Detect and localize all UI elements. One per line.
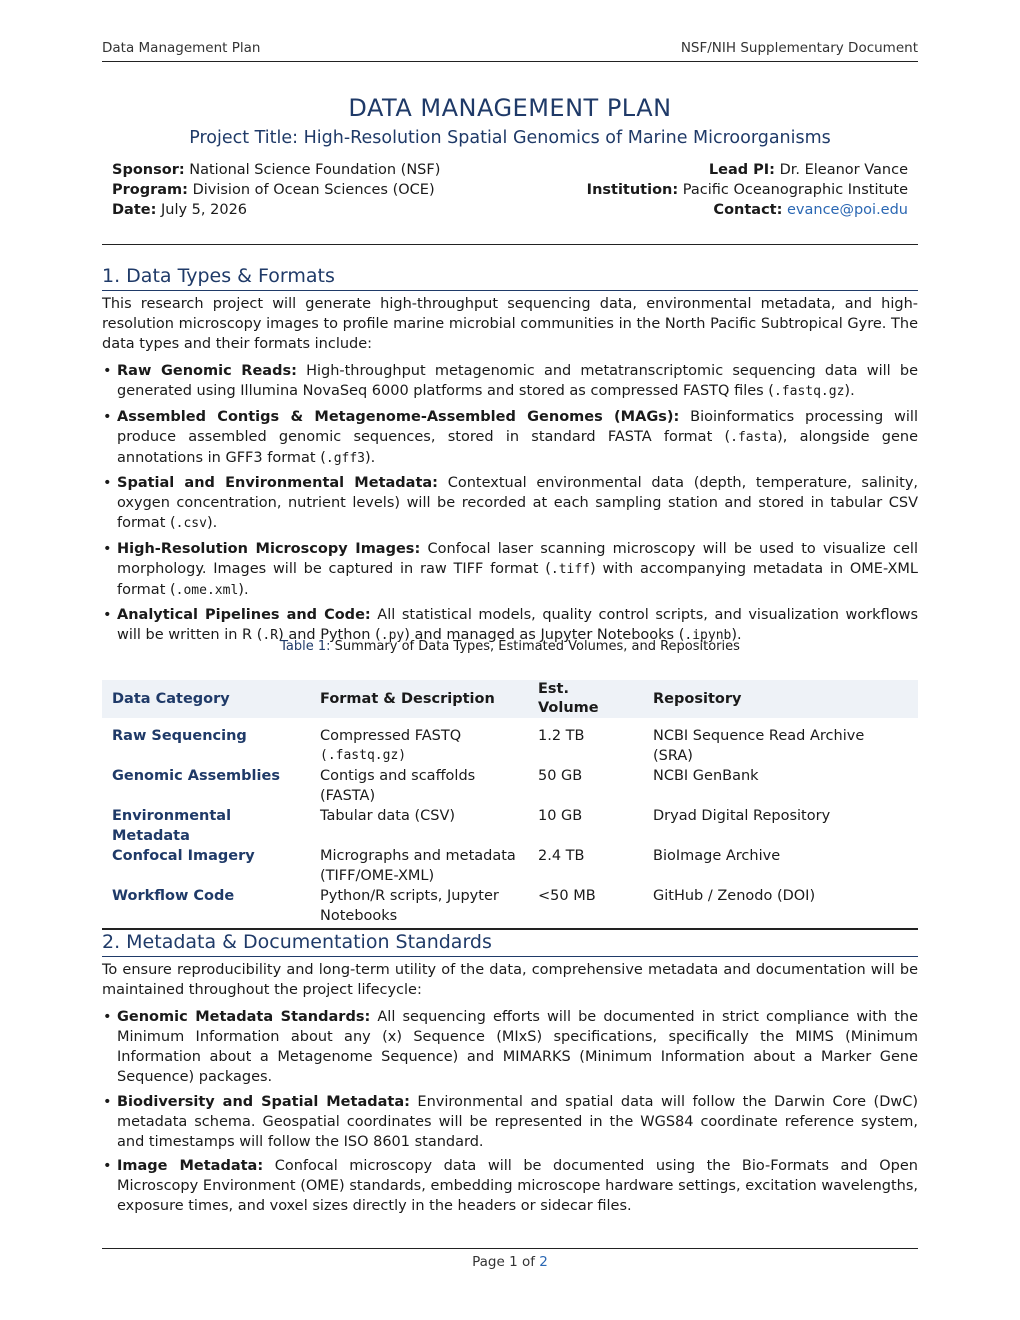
file-extension: .ipynb [684,628,732,643]
format-line: Tabular data (CSV) [320,808,456,824]
file-extension: .gff3 [325,450,366,466]
column-header: Est. Volume [538,681,599,716]
sponsor-info [112,160,440,220]
format-line: Python/R scripts, Jupyter [320,888,499,904]
meta-label: Program: [112,182,188,198]
project-title: Project Title: High-Resolution Spatial Genomics of Marine Microorganisms [189,128,831,148]
section-2-list [102,1007,918,1221]
data-category-cell: Workflow Code [112,888,235,904]
format-cell [310,718,528,766]
format-line: Notebooks [320,908,398,924]
format-line: Contigs and scaffolds [320,768,476,784]
volume-cell: 2.4 TB [538,848,585,864]
bullet-label: Raw Genomic Reads: [117,363,297,379]
column-header: Data Category [112,690,230,707]
repository-cell: NCBI Sequence Read Archive (SRA) [653,728,865,764]
pi-info [587,160,908,220]
meta-value: Division of Ocean Sciences (OCE) [192,182,435,198]
page-number-prefix: Page 1 of [472,1254,535,1270]
section-1-heading: 1. Data Types & Formats [102,264,918,291]
file-extension: .fastq.gz [773,384,845,399]
data-category-cell: Raw Sequencing [112,728,247,744]
column-header: Format & Description [320,690,495,707]
format-cell [310,766,528,806]
sponsor-line [112,160,440,180]
bullet-text: ) and Python ( [278,627,381,643]
repository-cell: NCBI GenBank [653,768,759,784]
format-line: Compressed FASTQ [320,728,462,744]
format-cell [310,886,528,929]
list-item [102,407,918,469]
data-category-cell: Genomic Assemblies [112,768,280,784]
table-caption-label: Table 1: [280,639,331,654]
bullet-label: Spatial and Environmental Metadata: [117,475,438,491]
list-item [102,361,918,402]
contact-line [587,200,908,220]
bullet-text: ) and managed as Jupyter Notebooks ( [404,627,685,643]
file-extension: .fasta [730,429,778,445]
bullet-label: High-Resolution Microscopy Images: [117,540,421,557]
section-1-intro: This research project will generate high-throughput sequencing data, environmental metadata, and high-resolution microscopy images to profile marine microbial communities in the North Pacific Subtropical Gyre. The data types and their formats include: [102,296,918,352]
format-line: (FASTA) [320,788,376,804]
format-line: (.fastq.gz) [320,748,407,763]
list-item [102,1092,918,1152]
bullet-text: ). [844,383,855,399]
page-number [102,1254,918,1270]
format-line: Micrographs and metadata [320,848,516,864]
table-caption-text: Summary of Data Types, Estimated Volumes, and Repositories [334,639,740,654]
bullet-text: ). [206,515,218,531]
meta-value: Dr. Eleanor Vance [779,162,908,178]
section-2-intro: To ensure reproducibility and long-term utility of the data, comprehensive metadata and documentation will be maintained throughout the project lifecycle: [102,962,918,998]
data-summary-table [102,680,918,930]
running-header-left: Data Management Plan [102,40,261,56]
column-header: Repository [653,690,742,707]
table-row [102,846,918,886]
document-title: DATA MANAGEMENT PLAN [348,94,672,122]
bullet-text: Bioinformatics processing will produce assembled genomic sequences, stored in standard FASTA format ( [117,408,918,445]
repository-cell: BioImage Archive [653,848,781,864]
date-line [112,200,440,220]
table-caption [102,639,918,654]
meta-label: Contact: [713,202,783,218]
running-header-right: NSF/NIH Supplementary Document [680,40,918,56]
meta-label: Sponsor: [112,162,185,178]
volume-cell: 10 GB [538,808,583,824]
bullet-text: ) with accompanying metadata in OME-XML format ( [117,560,918,598]
file-extension: .R [262,628,279,643]
bullet-text: High-throughput metagenomic and metatranscriptomic sequencing data will be generated using Illumina NovaSeq 6000 platforms and stored as compressed FASTQ files ( [117,363,918,399]
data-category-cell: Confocal Imagery [112,848,255,864]
bullet-text: All statistical models, quality control scripts, and visualization workflows will be written in R ( [117,607,919,643]
file-extension: .csv [175,516,207,531]
volume-cell: 50 GB [538,768,583,784]
bullet-text: All sequencing efforts will be documented in strict compliance with the Minimum Information about any (x) Sequence (MIxS) specifications, specifically the MIMS (Minimum Information about a Metagenome Sequence) and MIMARKS (Minimum Information about a Marker Gene Sequence) packages. [117,1009,918,1085]
meta-value: National Science Foundation (NSF) [189,162,441,178]
section-1-list [102,361,918,651]
table-row [102,766,918,806]
bullet-label: Genomic Metadata Standards: [117,1009,371,1025]
bullet-label: Analytical Pipelines and Code: [117,607,371,623]
bullet-text: Environmental and spatial data will follow the Darwin Core (DwC) metadata schema. Geospatial coordinates will be represented in the WGS84 coordinate reference system, and timestamps will follow the ISO 8601 standard. [117,1093,919,1150]
format-cell [310,806,528,846]
repository-cell: GitHub / Zenodo (DOI) [653,888,816,904]
list-item [102,473,918,534]
volume-cell: 1.2 TB [538,728,585,744]
file-extension: .py [380,628,405,643]
page-total-link[interactable]: 2 [539,1254,548,1270]
running-header [102,40,918,62]
meta-label: Lead PI: [708,162,775,178]
bullet-text: ). [238,581,249,598]
list-item [102,539,918,601]
meta-value: Pacific Oceanographic Institute [682,182,908,198]
list-item [102,1007,918,1087]
table-row [102,718,918,766]
meta-value: July 5, 2026 [161,202,248,218]
bullet-text: Contextual environmental data (depth, temperature, salinity, oxygen concentration, nutrient levels) will be recorded at each sampling station and stored in tabular CSV format ( [117,475,919,531]
format-line: (TIFF/OME-XML) [320,868,435,884]
repository-cell: Dryad Digital Repository [653,808,831,824]
volume-cell: <50 MB [538,888,596,904]
lead-pi-line [587,160,908,180]
title-divider [102,244,918,245]
file-extension: .tiff [550,561,591,577]
bullet-label: Biodiversity and Spatial Metadata: [117,1093,410,1110]
table-header-row [102,680,918,718]
program-line [112,180,440,200]
bullet-text: ), alongside gene annotations in GFF3 format ( [117,428,918,466]
file-extension: .ome.xml [175,582,239,598]
bullet-text: Confocal laser scanning microscopy will be used to visualize cell morphology. Images will be captured in raw TIFF format ( [117,540,918,577]
footer-divider [102,1248,918,1249]
contact-email-link[interactable]: evance@poi.edu [787,202,908,218]
list-item [102,1156,918,1216]
meta-label: Institution: [586,182,679,198]
bullet-label: Image Metadata: [117,1158,264,1174]
table-row [102,806,918,846]
bullet-text: ). [365,449,376,466]
format-cell [310,846,528,886]
bullet-text: ). [731,627,742,643]
bullet-text: Confocal microscopy data will be documented using the Bio-Formats and Open Microscopy Environment (OME) standards, embedding microscope hardware settings, excitation wavelengths, exposure times, and voxel sizes directly in the headers or sidecar files. [117,1158,918,1214]
section-2-heading: 2. Metadata & Documentation Standards [102,930,918,957]
meta-label: Date: [112,202,157,218]
institution-line [587,180,908,200]
table-row [102,886,918,929]
bullet-label: Assembled Contigs & Metagenome-Assembled Genomes (MAGs): [117,408,680,425]
data-category-cell: Environmental Metadata [112,808,232,844]
